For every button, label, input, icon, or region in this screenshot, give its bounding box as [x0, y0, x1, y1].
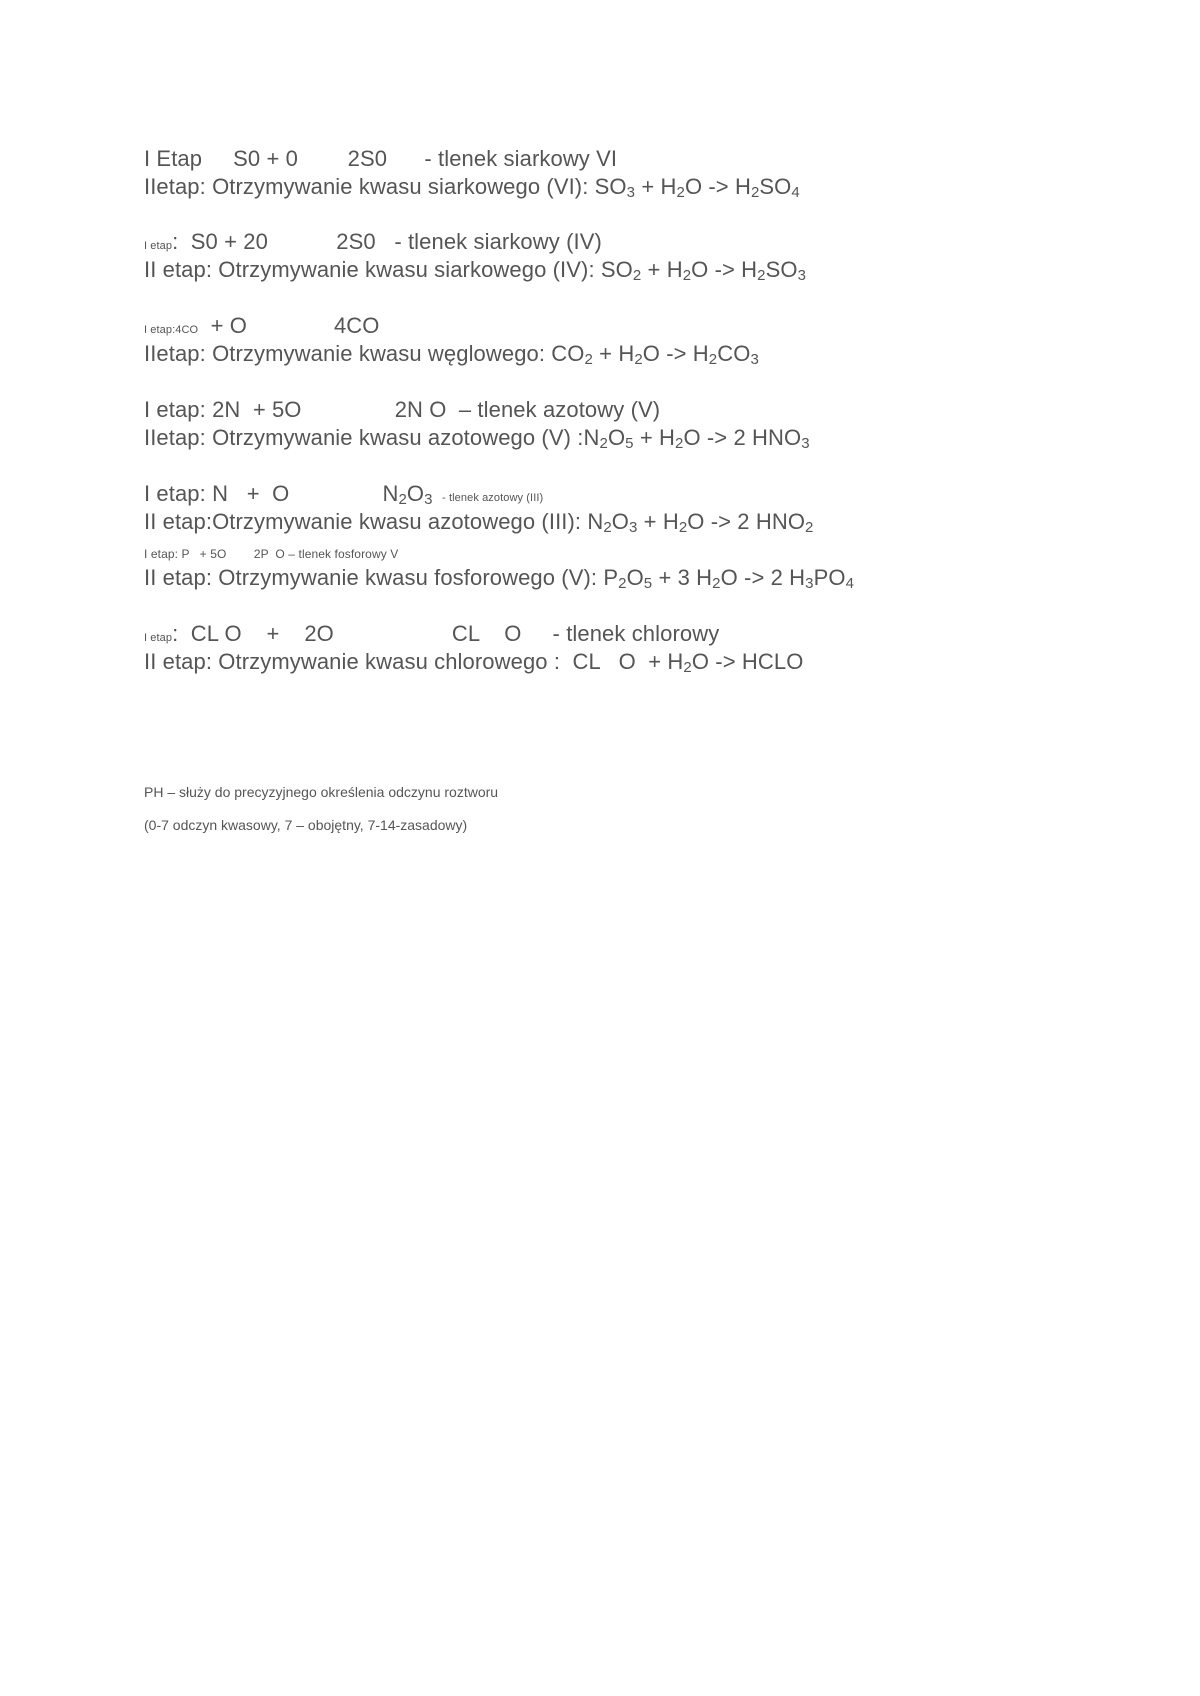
text: O -> 2 HNO [683, 425, 802, 450]
sub: 4 [845, 575, 855, 592]
text: O [626, 565, 644, 590]
block4-etap1-text: I etap: 2N + 5O 2N O – tlenek azotowy (V) [144, 397, 661, 422]
text: O -> 2 HNO [687, 509, 806, 534]
text: O -> 2 H [720, 565, 806, 590]
sub: 2 [398, 491, 407, 508]
sub: 3 [750, 351, 759, 368]
block4-etap2-text: IIetap: Otrzymywanie kwasu azotowego (V) :N [144, 425, 600, 450]
sub: 3 [797, 267, 807, 284]
sub: 2 [683, 659, 692, 676]
block2-etap2 [144, 257, 806, 283]
block4-etap2 [144, 425, 810, 451]
block3-etap1-text: + O 4CO [198, 313, 380, 338]
block3-etap2 [144, 341, 759, 367]
text: O -> H [691, 257, 758, 282]
sub: 2 [678, 519, 688, 536]
sub: 3 [424, 491, 433, 508]
sub: 2 [757, 267, 766, 284]
sub: 5 [643, 575, 653, 592]
small-tail: - tlenek azotowy (III) [432, 492, 544, 504]
text: + H [635, 174, 677, 199]
block2-etap1-text: : S0 + 20 2S0 - tlenek siarkowy (IV) [172, 229, 602, 254]
sub: 2 [674, 435, 684, 452]
block6-etap2-text: II etap: Otrzymywanie kwasu fosforowego (V): P [144, 565, 619, 590]
text: + H [633, 425, 675, 450]
text: O [607, 425, 626, 450]
text: + 3 H [652, 565, 713, 590]
sub: 2 [712, 575, 721, 592]
block1-etap2-text: IIetap: Otrzymywanie kwasu siarkowego (VI): SO [144, 174, 627, 199]
text: SO [759, 174, 792, 199]
sub: 2 [676, 184, 685, 201]
sub: 2 [603, 519, 612, 536]
block5-etap1-text: I etap: N + O N [144, 481, 399, 506]
block5-etap1 [144, 481, 543, 511]
sub: 3 [801, 435, 810, 452]
block3-etap1 [144, 313, 380, 343]
block7-etap2-text: II etap: Otrzymywanie kwasu chlorowego : CL O + H [144, 649, 684, 674]
text: PO [813, 565, 846, 590]
text: + H [637, 509, 679, 534]
sub: 2 [618, 575, 627, 592]
block6-etap2 [144, 565, 854, 591]
sub: 3 [626, 184, 636, 201]
text: CO [717, 341, 751, 366]
text: O [406, 481, 425, 506]
block6-etap1 [144, 546, 398, 562]
ph-note-definition: PH – służy do precyzyjnego określenia odczynu roztworu [144, 784, 499, 800]
sub: 2 [708, 351, 718, 368]
block3-etap2-text: IIetap: Otrzymywanie kwasu węglowego: CO [144, 341, 585, 366]
sub: 2 [634, 351, 643, 368]
text: + H [592, 341, 635, 366]
sub: 5 [625, 435, 634, 452]
sub: 2 [750, 184, 760, 201]
block7-etap1-text: : CL O + 2O CL O - tlenek chlorowy [172, 621, 720, 646]
sub: 2 [599, 435, 608, 452]
block1-etap1-text: I Etap S0 + 0 2S0 - tlenek siarkowy VI [144, 146, 618, 171]
text: + H [641, 257, 683, 282]
block7-etap2 [144, 649, 803, 675]
sub: 2 [682, 267, 692, 284]
block1-etap1 [144, 146, 617, 172]
block2-etap2-text: II etap: Otrzymywanie kwasu siarkowego (IV): SO [144, 257, 633, 282]
block2-etap1 [144, 229, 602, 259]
small-label: I etap [144, 632, 173, 644]
text: O -> H [642, 341, 709, 366]
block5-etap2 [144, 509, 814, 535]
small-label: I etap:4CO [144, 324, 199, 336]
sub: 2 [632, 267, 642, 284]
small-label: I etap [144, 240, 173, 252]
block5-etap2-text: II etap:Otrzymywanie kwasu azotowego (III): N [144, 509, 604, 534]
text: SO [765, 257, 798, 282]
block7-etap1 [144, 621, 719, 651]
text: O [611, 509, 630, 534]
text: O -> H [684, 174, 751, 199]
block4-etap1 [144, 397, 660, 423]
sub: 2 [584, 351, 593, 368]
text: O -> HCLO [691, 649, 804, 674]
sub: 3 [629, 519, 638, 536]
block1-etap2 [144, 174, 800, 200]
sub: 2 [805, 519, 814, 536]
ph-note-scale: (0-7 odczyn kwasowy, 7 – obojętny, 7-14-zasadowy) [144, 817, 468, 833]
sub: 4 [791, 184, 800, 201]
block6-etap1-text: I etap: P + 5O 2P O – tlenek fosforowy V [144, 547, 399, 561]
sub: 3 [805, 575, 814, 592]
